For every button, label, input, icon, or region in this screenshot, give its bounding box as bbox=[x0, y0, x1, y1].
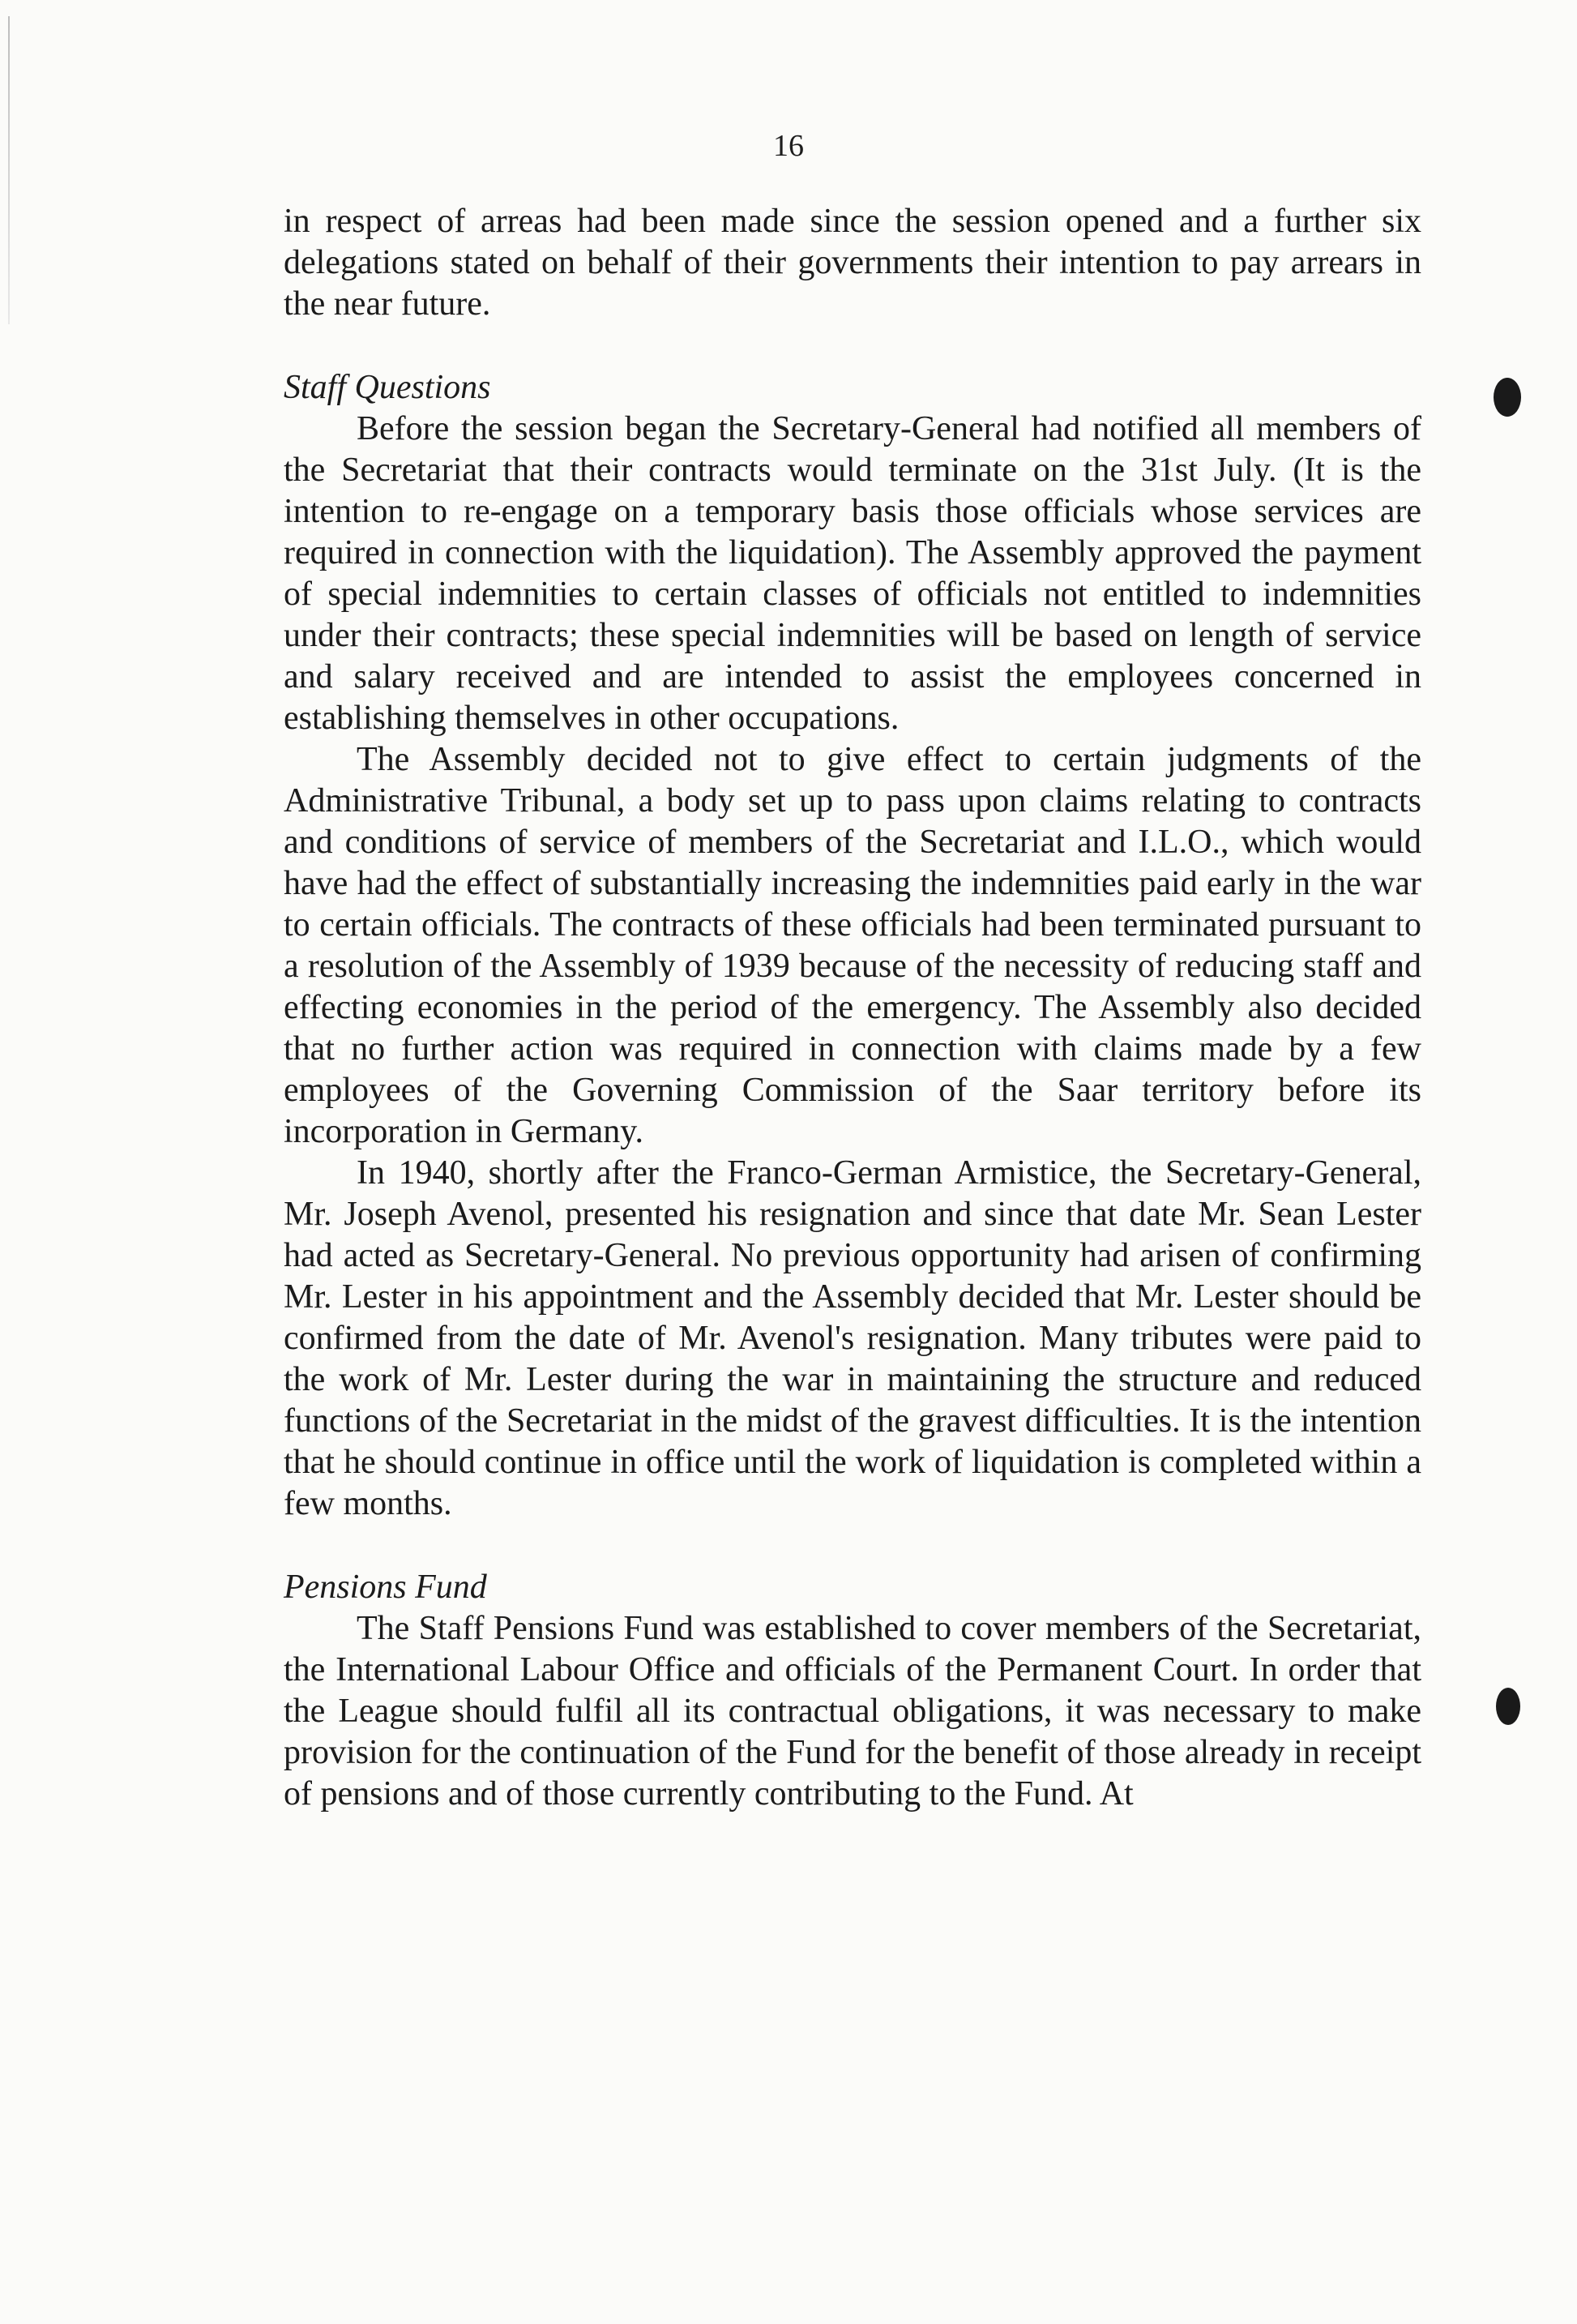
paragraph-secretary-general: In 1940, shortly after the Franco-German Armistice, the Secretary-General, Mr. Joseph Avenol, presented his resignation and since that date Mr. Sean Lester had acted as Secretary-General. No previous opportunity had arisen of confirming Mr. Lester in his appointment and the Assembly decided that Mr. Lester should be confirmed from the date of Mr. Avenol's resignation. Many tributes were paid to the work of Mr. Lester during the war in maintaining the structure and reduced functions of the Secretariat in the midst of the gravest difficulties. It is the intention that he should continue in office until the work of liquidation is completed within a few months. bbox=[284, 1154, 1421, 1522]
page-number: 16 bbox=[773, 129, 804, 163]
binding-edge-line bbox=[8, 16, 10, 324]
paragraph-continuation: in respect of arreas had been made since the session opened and a further six delegations stated on behalf of their governments their intention to pay arrears in the near future. bbox=[284, 203, 1421, 323]
body-text bbox=[284, 201, 1421, 1815]
punch-hole-mark-bottom bbox=[1496, 1688, 1520, 1725]
paragraph-tribunal-judgments: The Assembly decided not to give effect to certain judgments of the Administrative Tribunal, a body set up to pass upon claims relating to contracts and conditions of service of members of the Secretariat and I.L.O., which would have had the effect of substantially increasing the indemnities paid early in the war to certain officials. The contracts of these officials had been terminated pursuant to a resolution of the Assembly of 1939 because of the necessity of reducing staff and effecting economies in the period of the emergency. The Assembly also decided that no further action was required in connection with claims made by a few employees of the Governing Commission of the Saar territory before its incorporation in Germany. bbox=[284, 741, 1421, 1150]
punch-hole-mark-top bbox=[1494, 378, 1521, 417]
paragraph-staff-contracts: Before the session began the Secretary-General had notified all members of the Secretariat that their contracts would terminate on the 31st July. (It is the intention to re-engage on a temporary basis those officials whose services are required in connection with the liquidation). The Assembly approved the payment of special indemnities to certain classes of officials not entitled to indemnities under their contracts; these special indemnities will be based on length of service and salary received and are intended to assist the employees concerned in establishing themselves in other occupations. bbox=[284, 410, 1421, 737]
section-heading-staff-questions: Staff Questions bbox=[284, 369, 491, 406]
section-heading-pensions-fund: Pensions Fund bbox=[284, 1569, 487, 1606]
paragraph-pensions-fund: The Staff Pensions Fund was established to cover members of the Secretariat, the International Labour Office and officials of the Permanent Court. In order that the League should fulfil all its contractual obligations, it was necessary to make provision for the continuation of the Fund for the benefit of those already in receipt of pensions and of those currently contributing to the Fund. At bbox=[284, 1610, 1421, 1813]
